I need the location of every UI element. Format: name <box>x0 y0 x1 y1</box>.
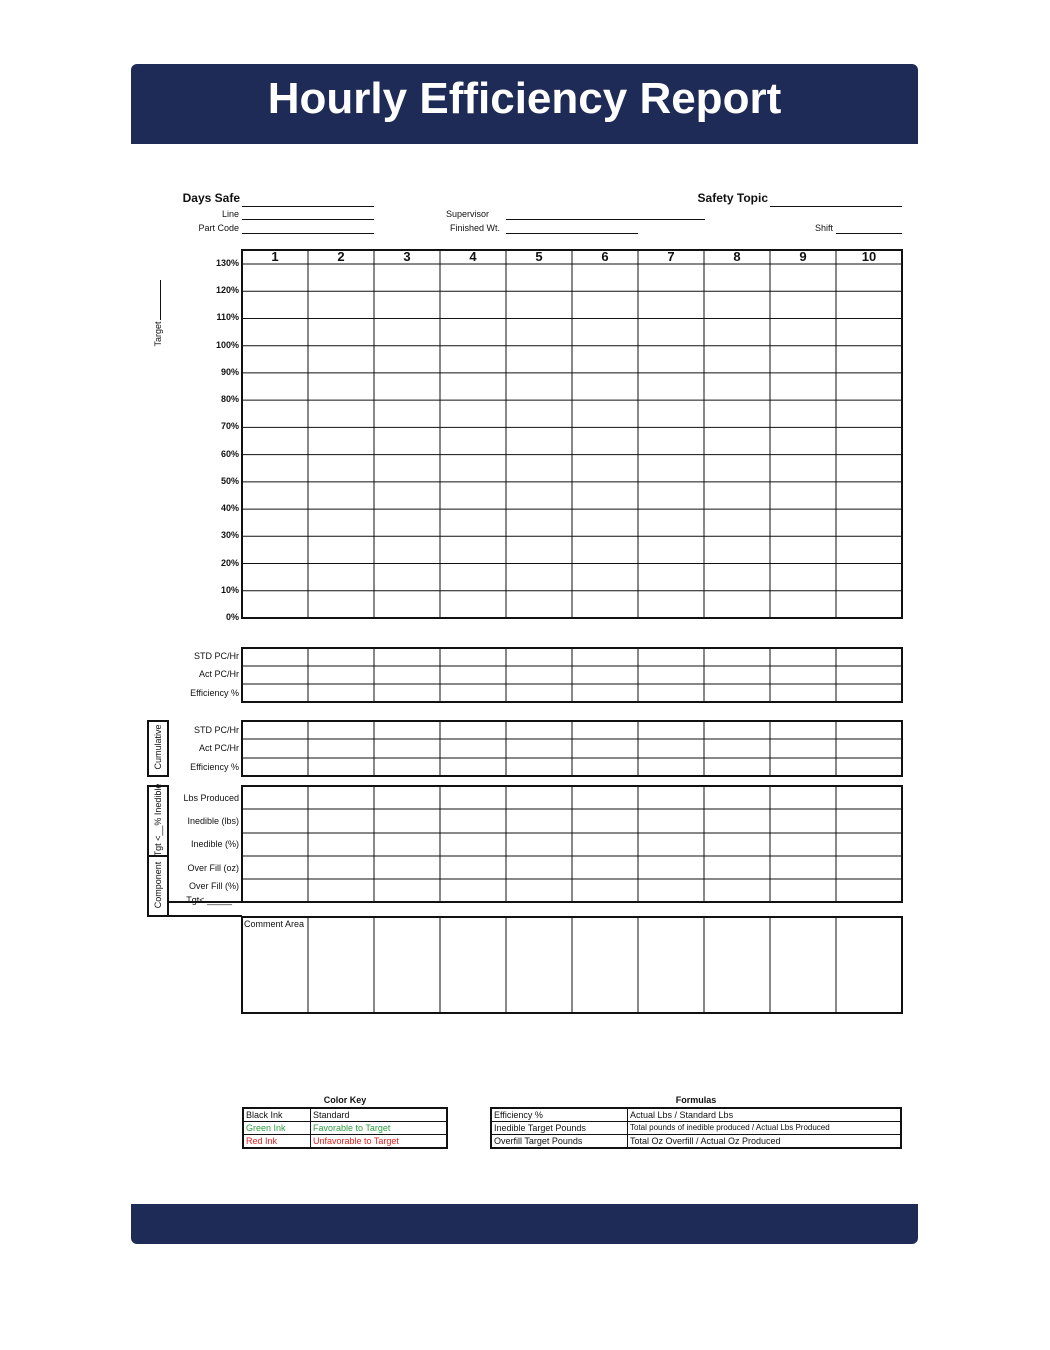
component-target: Tgt< _____ <box>186 895 232 905</box>
percent-label: 70% <box>220 421 239 432</box>
hour-header-8: 8 <box>733 249 741 264</box>
ink-meaning: Standard <box>311 1108 448 1122</box>
hour-header-5: 5 <box>535 249 543 264</box>
days-safe-label: Days Safe <box>182 191 240 205</box>
color-key-caption: Color Key <box>323 1095 367 1105</box>
color-key-row <box>243 1135 447 1149</box>
formula-expression: Total Oz Overfill / Actual Oz Produced <box>628 1135 902 1149</box>
percent-label: 130% <box>215 258 239 268</box>
formulas-table <box>490 1107 902 1149</box>
percent-label: 80% <box>220 394 239 405</box>
cumulative-row-label: STD PC/Hr <box>194 725 239 735</box>
hour-header-2: 2 <box>337 249 345 264</box>
part-code-label: Part Code <box>198 223 239 233</box>
formula-row <box>491 1135 901 1149</box>
formula-name: Efficiency % <box>491 1108 628 1122</box>
inedible-row-label: Inedible (lbs) <box>187 816 239 826</box>
hourly-row-label: Efficiency % <box>190 688 239 698</box>
safety-topic-label: Safety Topic <box>697 191 768 205</box>
component-row-label: Over Fill (oz) <box>187 863 239 873</box>
report-title: Hourly Efficiency Report <box>267 74 782 123</box>
percent-label: 120% <box>215 285 239 296</box>
color-key-row <box>243 1122 447 1135</box>
line-label: Line <box>221 209 239 219</box>
formula-row <box>491 1108 901 1122</box>
cumulative-row-label: Efficiency % <box>190 762 239 772</box>
cumulative-side-frame <box>148 721 168 776</box>
hourly-row-label: STD PC/Hr <box>194 651 239 661</box>
component-label: Component <box>153 861 163 909</box>
hour-header-1: 1 <box>271 249 279 264</box>
cumulative-row-label: Act PC/Hr <box>198 743 239 753</box>
color-key-table <box>242 1107 448 1149</box>
percent-label: 30% <box>220 530 239 541</box>
percent-label: 0% <box>225 612 239 622</box>
percent-label: 90% <box>220 366 239 377</box>
comment-area-label: Comment Area <box>244 919 305 929</box>
component-row-label: Over Fill (%) <box>189 881 239 891</box>
finished-wt-label: Finished Wt. <box>449 223 500 233</box>
ink-meaning: Favorable to Target <box>311 1122 448 1135</box>
hour-header-4: 4 <box>469 249 477 264</box>
percent-label: 20% <box>220 557 239 568</box>
formula-expression: Total pounds of inedible produced / Actual Lbs Produced <box>628 1122 902 1135</box>
ink-meaning: Unfavorable to Target <box>311 1135 448 1149</box>
cumulative-label: Cumulative <box>153 724 163 770</box>
target-label: Target <box>153 321 163 347</box>
ink-name: Black Ink <box>243 1108 311 1122</box>
hourly-row-label: Act PC/Hr <box>198 669 239 679</box>
hour-header-6: 6 <box>601 249 609 264</box>
hour-header-7: 7 <box>667 249 675 264</box>
inedible-row-label: Lbs Produced <box>183 793 239 803</box>
formulas-caption: Formulas <box>675 1095 717 1105</box>
supervisor-label: Supervisor <box>445 209 489 219</box>
percent-label: 110% <box>216 312 239 323</box>
percent-label: 100% <box>215 339 239 350</box>
color-key-row <box>243 1108 447 1122</box>
ink-name: Green Ink <box>243 1122 311 1135</box>
ink-name: Red Ink <box>243 1135 311 1149</box>
inedible-row-label: Inedible (%) <box>190 839 239 849</box>
percent-label: 10% <box>220 584 239 595</box>
hour-header-10: 10 <box>861 249 877 264</box>
hour-header-3: 3 <box>403 249 411 264</box>
formula-name: Overfill Target Pounds <box>491 1135 628 1149</box>
inedible-label: Tgt <__% Inedible <box>153 783 163 857</box>
percent-label: 60% <box>220 448 239 459</box>
formula-expression: Actual Lbs / Standard Lbs <box>628 1108 902 1122</box>
shift-label: Shift <box>814 223 833 233</box>
footer-banner <box>131 1204 918 1244</box>
formula-name: Inedible Target Pounds <box>491 1122 628 1135</box>
hour-header-9: 9 <box>799 249 807 264</box>
formula-row <box>491 1122 901 1135</box>
percent-label: 40% <box>220 503 239 514</box>
percent-label: 50% <box>220 475 239 486</box>
inedible-side-frame <box>148 786 168 856</box>
component-side-frame <box>148 856 168 916</box>
